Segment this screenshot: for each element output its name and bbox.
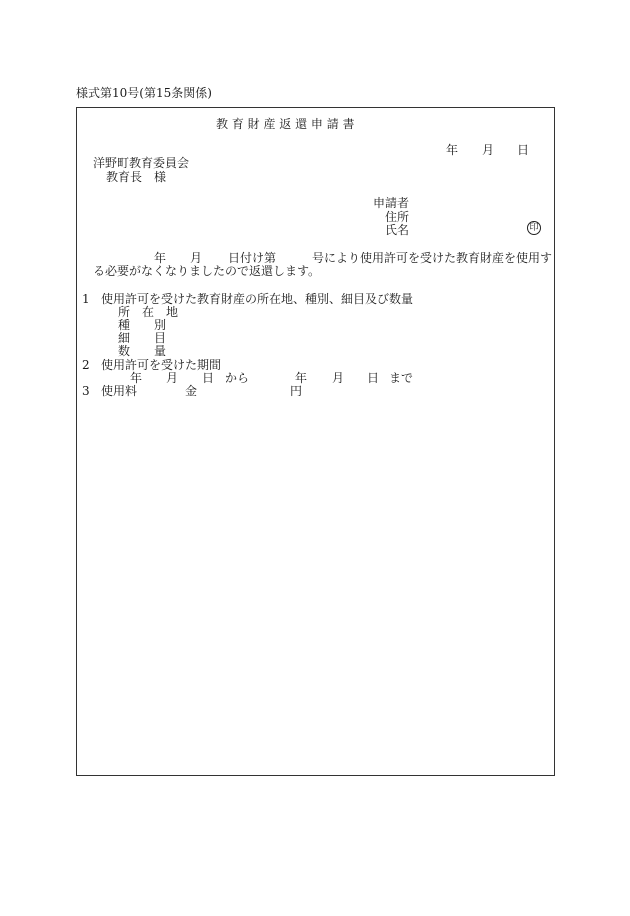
item-3-text: 使用料 — [101, 384, 138, 398]
period-day-1: 日 — [202, 371, 215, 385]
item-3-number: 3 — [82, 384, 90, 398]
period-year-1: 年 — [130, 371, 143, 385]
period-year-2: 年 — [295, 371, 308, 385]
date-month: 月 — [482, 143, 495, 157]
applicant-address: 住所 — [385, 210, 410, 224]
period-month-1: 月 — [166, 371, 179, 385]
period-until: まで — [389, 371, 414, 385]
item-1-number: 1 — [82, 292, 90, 306]
item-1-text: 使用許可を受けた教育財産の所在地、種別、細目及び数量 — [101, 292, 414, 306]
date-day: 日 — [517, 143, 530, 157]
period-day-2: 日 — [367, 371, 380, 385]
fee-amount-label: 金 — [185, 384, 198, 398]
body-line2: る必要がなくなりましたので返還します。 — [93, 264, 321, 278]
detail-quantity: 数 量 — [118, 344, 167, 358]
period-month-2: 月 — [332, 371, 345, 385]
body-dated: 日付け第 — [228, 251, 277, 265]
item-2-number: 2 — [82, 358, 90, 372]
form-box — [76, 107, 555, 776]
detail-type: 種 別 — [118, 318, 167, 332]
fee-unit: 円 — [290, 384, 303, 398]
period-from: から — [225, 371, 250, 385]
applicant-label: 申請者 — [373, 196, 410, 210]
detail-location: 所 在 地 — [118, 305, 179, 319]
applicant-name: 氏名 — [385, 223, 410, 237]
form-title: 教 育 財 産 返 還 申 請 書 — [216, 117, 355, 131]
body-line1-rest: 号により使用許可を受けた教育財産を使用す — [312, 251, 553, 265]
recipient-org: 洋野町教育委員会 — [93, 156, 190, 170]
body-year: 年 — [154, 251, 167, 265]
body-month: 月 — [190, 251, 203, 265]
seal-mark: 印 — [527, 221, 541, 235]
detail-detail: 細 目 — [118, 331, 167, 345]
item-2-text: 使用許可を受けた期間 — [101, 358, 222, 372]
date-year: 年 — [446, 143, 459, 157]
form-number: 様式第10号(第15条関係) — [76, 86, 212, 100]
recipient-person: 教育長 様 — [106, 170, 167, 184]
